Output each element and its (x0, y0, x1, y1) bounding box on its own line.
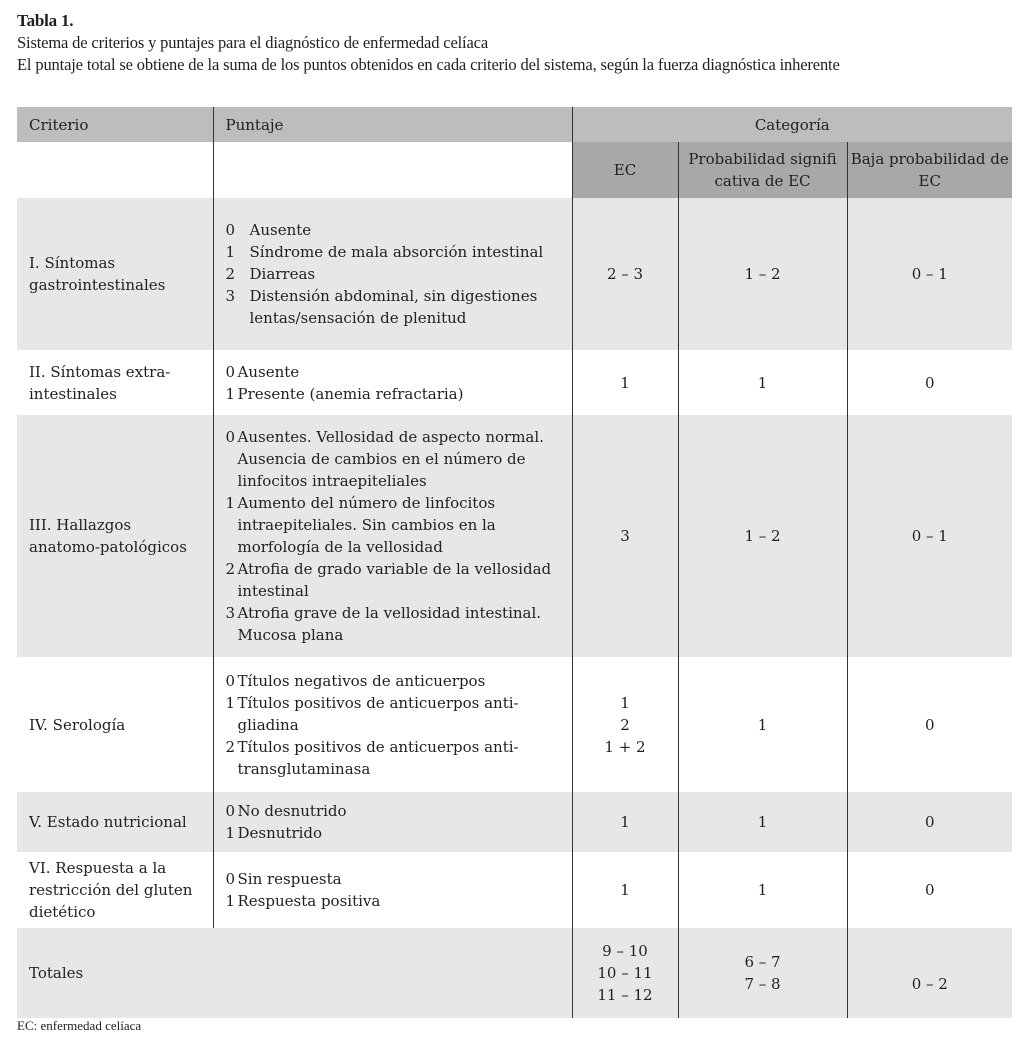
totals-row (17, 928, 1012, 1018)
totals-ec-cell (572, 928, 678, 1018)
puntaje-cell (213, 350, 572, 415)
baja-probabilidad-cell (847, 415, 1012, 657)
puntaje-description: No desnutrido (237, 802, 347, 820)
puntaje-score: 3 (225, 287, 236, 305)
puntaje-description: Títulos positivos de anticuerpos anti-gliadina (237, 693, 519, 734)
ec-cell (572, 198, 678, 350)
baja-probabilidad-cell-value: 0 – 1 (911, 527, 948, 545)
ec-cell-value: 1 (620, 881, 630, 899)
header-criterio: Criterio (17, 107, 213, 142)
probabilidad-cell-value: 1 (757, 373, 768, 392)
puntaje-item (226, 492, 564, 558)
puntaje-cell (213, 792, 572, 852)
criterio-cell: II. Síntomas extra-intestinales (17, 350, 213, 415)
puntaje-item (226, 426, 564, 492)
puntaje-score: 0 (225, 671, 236, 690)
totals-baja-probabilidad-cell (847, 928, 1012, 1018)
ec-cell-value: 1 (620, 693, 630, 712)
ec-cell-value: 1 (620, 373, 630, 392)
totals-probabilidad-cell-value: 7 – 8 (744, 975, 781, 993)
puntaje-description: Aumento del número de linfocitos intraepiteliales. Sin cambios en la morfología de la vellosidad (237, 494, 496, 556)
baja-probabilidad-cell-value: 0 (924, 715, 935, 734)
puntaje-item (226, 822, 564, 844)
totals-ec-cell-value: 9 – 10 (602, 942, 648, 960)
ec-cell (572, 852, 678, 928)
ec-cell (572, 792, 678, 852)
puntaje-item (226, 558, 564, 602)
table-caption (17, 10, 1017, 76)
puntaje-cell (213, 657, 572, 792)
puntaje-score: 2 (225, 560, 236, 578)
header-categoria: Categoría (572, 107, 1012, 142)
subheader-baja-probabilidad: Baja probabilidad de EC (847, 142, 1012, 198)
puntaje-score: 0 (225, 870, 236, 888)
puntaje-description: Respuesta positiva (237, 892, 381, 910)
criterio-cell: IV. Serología (17, 657, 213, 792)
probabilidad-cell (678, 350, 847, 415)
ec-cell (572, 350, 678, 415)
ec-cell (572, 657, 678, 792)
subheader-blank-puntaje (213, 142, 572, 198)
puntaje-score: 1 (225, 494, 236, 512)
probabilidad-cell (678, 198, 847, 350)
probabilidad-cell (678, 792, 847, 852)
footnote: EC: enfermedad celíaca (17, 1018, 142, 1033)
criterio-cell: VI. Respuesta a la restricción del gluten dietético (17, 852, 213, 928)
puntaje-description: Títulos negativos de anticuerpos (237, 671, 486, 690)
table-title: Sistema de criterios y puntajes para el diagnóstico de enfermedad celíaca (17, 33, 489, 52)
puntaje-cell (213, 415, 572, 657)
puntaje-description: Síndrome de mala absorción intestinal (249, 243, 544, 261)
puntaje-description: Ausente (249, 221, 312, 239)
table-row (17, 415, 1012, 657)
table-row (17, 198, 1012, 350)
baja-probabilidad-cell-value: 0 – 1 (911, 265, 948, 283)
probabilidad-cell (678, 852, 847, 928)
puntaje-item (226, 361, 564, 383)
criterio-cell: V. Estado nutricional (17, 792, 213, 852)
totals-ec-cell-value: 11 – 12 (597, 986, 653, 1004)
totals-ec-cell-value: 10 – 11 (597, 964, 653, 982)
ec-cell-value: 3 (620, 527, 630, 545)
puntaje-item (226, 602, 564, 646)
puntaje-score: 2 (225, 737, 236, 756)
puntaje-description: Diarreas (249, 265, 316, 283)
header-puntaje: Puntaje (213, 107, 572, 142)
subheader-ec: EC (572, 142, 678, 198)
puntaje-score: 0 (225, 802, 236, 820)
criteria-table (17, 107, 1012, 1018)
baja-probabilidad-cell (847, 792, 1012, 852)
puntaje-item (226, 670, 564, 692)
puntaje-score: 0 (225, 428, 236, 446)
puntaje-item (226, 241, 564, 263)
baja-probabilidad-cell (847, 852, 1012, 928)
probabilidad-cell-value: 1 – 2 (744, 265, 781, 283)
table-row (17, 657, 1012, 792)
puntaje-score: 1 (225, 693, 236, 712)
totals-baja-probabilidad-cell-value: 0 – 2 (911, 975, 948, 993)
baja-probabilidad-cell (847, 657, 1012, 792)
baja-probabilidad-cell (847, 350, 1012, 415)
ec-cell-value: 1 (620, 813, 630, 831)
puntaje-item (226, 285, 564, 329)
puntaje-description: Ausentes. Vellosidad de aspecto normal. Ausencia de cambios en el número de linfocitos intraepiteliales (237, 428, 544, 490)
probabilidad-cell-value: 1 (757, 881, 768, 899)
header-row (17, 107, 1012, 142)
puntaje-description: Desnutrido (237, 824, 323, 842)
baja-probabilidad-cell-value: 0 (924, 373, 935, 392)
puntaje-item (226, 383, 564, 405)
puntaje-score: 1 (225, 892, 236, 910)
totals-probabilidad-cell (678, 928, 847, 1018)
puntaje-score: 1 (225, 824, 236, 842)
puntaje-score: 3 (225, 604, 236, 622)
probabilidad-cell-value: 1 (757, 813, 768, 831)
puntaje-item (226, 890, 564, 912)
puntaje-score: 0 (225, 362, 236, 381)
puntaje-item (226, 692, 564, 736)
puntaje-description: Títulos positivos de anticuerpos anti- transglutaminasa (237, 737, 519, 778)
probabilidad-cell-value: 1 (757, 715, 768, 734)
puntaje-score: 2 (225, 265, 236, 283)
criterio-cell: I. Síntomas gastrointestinales (17, 198, 213, 350)
puntaje-score: 1 (225, 243, 236, 261)
puntaje-item (226, 263, 564, 285)
baja-probabilidad-cell (847, 198, 1012, 350)
table-subtitle: El puntaje total se obtiene de la suma de los puntos obtenidos en cada criterio del sistema, según la fuerza diagnóstica inherente (17, 55, 840, 74)
puntaje-description: Distensión abdominal, sin digestiones lentas/sensación de plenitud (249, 287, 538, 327)
criterio-cell: III. Hallazgos anatomo-patológicos (17, 415, 213, 657)
puntaje-item (226, 736, 564, 780)
baja-probabilidad-cell-value: 0 (924, 881, 935, 899)
subheader-blank-criterio (17, 142, 213, 198)
baja-probabilidad-cell-value: 0 (924, 813, 935, 831)
probabilidad-cell (678, 657, 847, 792)
ec-cell-value: 2 (620, 715, 630, 734)
subheader-probabilidad: Probabilidad signifi cativa de EC (678, 142, 847, 198)
puntaje-score: 1 (225, 384, 236, 403)
puntaje-item (226, 800, 564, 822)
puntaje-cell (213, 852, 572, 928)
puntaje-item (226, 219, 564, 241)
ec-cell (572, 415, 678, 657)
puntaje-description: Atrofia grave de la vellosidad intestinal. Mucosa plana (237, 604, 542, 644)
puntaje-description: Presente (anemia refractaria) (237, 384, 464, 403)
table-label: Tabla 1. (17, 11, 74, 30)
puntaje-description: Atrofia de grado variable de la vellosidad intestinal (237, 560, 552, 600)
totals-probabilidad-cell-value: 6 – 7 (744, 953, 781, 971)
table-row (17, 792, 1012, 852)
puntaje-score: 0 (225, 221, 236, 239)
table-row (17, 350, 1012, 415)
probabilidad-cell (678, 415, 847, 657)
totals-label: Totales (17, 928, 572, 1018)
probabilidad-cell-value: 1 – 2 (744, 527, 781, 545)
table-row (17, 852, 1012, 928)
subheader-row (17, 142, 1012, 198)
ec-cell-value: 1 + 2 (604, 737, 646, 756)
ec-cell-value: 2 – 3 (606, 265, 644, 283)
puntaje-description: Sin respuesta (237, 870, 342, 888)
puntaje-item (226, 868, 564, 890)
puntaje-cell (213, 198, 572, 350)
puntaje-description: Ausente (237, 362, 300, 381)
